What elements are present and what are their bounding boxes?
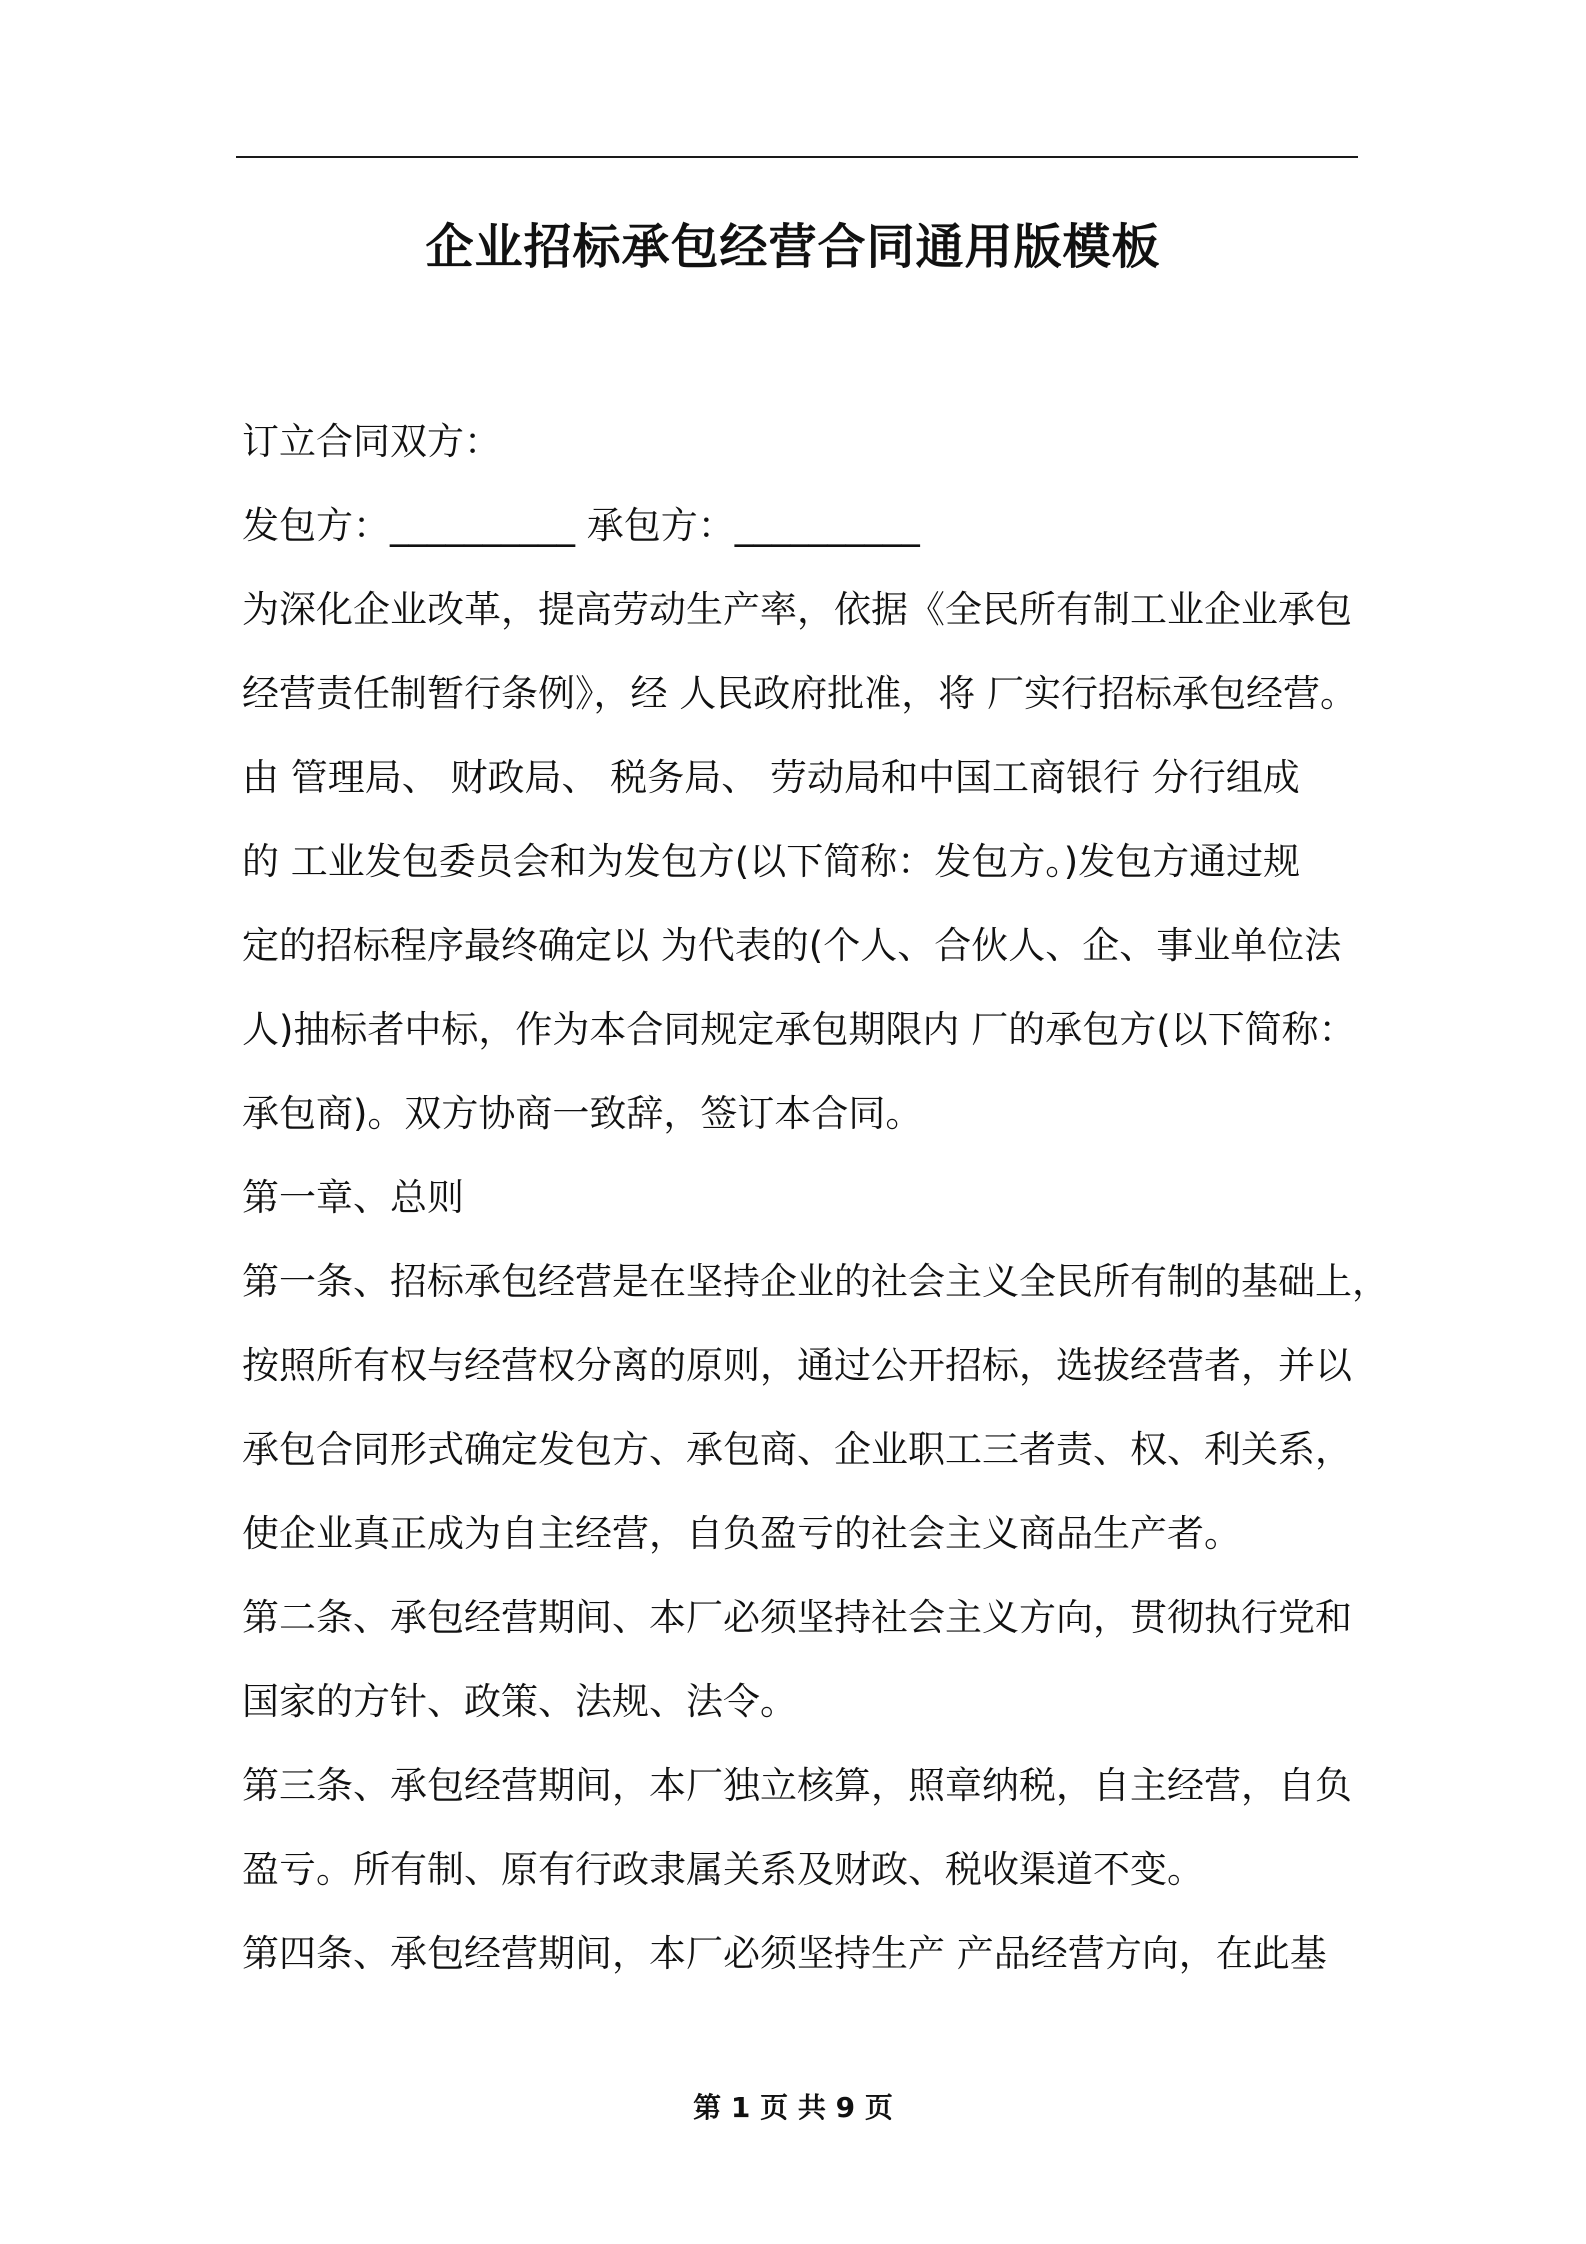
body-line: 承包合同形式确定发包方、承包商、企业职工三者责、权、利关系， <box>242 1428 1352 1471</box>
body-line: 使企业真正成为自主经营，自负盈亏的社会主义商品生产者。 <box>242 1512 1241 1555</box>
document-body <box>242 400 1389 1996</box>
body-line: 人)抽标者中标，作为本合同规定承包期限内 厂的承包方(以下简称： <box>242 1008 1356 1051</box>
chapter-heading: 第一章、总则 <box>242 1176 464 1219</box>
body-line: 第四条、承包经营期间，本厂必须坚持生产 产品经营方向，在此基 <box>242 1932 1327 1975</box>
body-line: 按照所有权与经营权分离的原则，通过公开招标，选拔经营者，并以 <box>242 1344 1352 1387</box>
body-line: 第一条、招标承包经营是在坚持企业的社会主义全民所有制的基础上， <box>242 1260 1389 1303</box>
page-number: 第 1 页 共 9 页 <box>693 2091 893 2124</box>
header-rule <box>236 156 1358 158</box>
body-line: 经营责任制暂行条例》，经 人民政府批准，将 厂实行招标承包经营。 <box>242 672 1358 715</box>
body-line: 的 工业发包委员会和为发包方(以下简称：发包方。)发包方通过规 <box>242 840 1301 883</box>
body-line: 第二条、承包经营期间、本厂必须坚持社会主义方向，贯彻执行党和 <box>242 1596 1352 1639</box>
body-line: 盈亏。所有制、原有行政隶属关系及财政、税收渠道不变。 <box>242 1848 1204 1891</box>
body-line: 发包方：__________ 承包方：__________ <box>242 504 920 547</box>
body-line: 第三条、承包经营期间，本厂独立核算，照章纳税，自主经营，自负 <box>242 1764 1352 1807</box>
body-line: 国家的方针、政策、法规、法令。 <box>242 1680 797 1723</box>
body-line: 为深化企业改革，提高劳动生产率，依据《全民所有制工业企业承包 <box>242 588 1352 631</box>
document-title: 企业招标承包经营合同通用版模板 <box>425 219 1161 275</box>
body-line: 承包商)。双方协商一致辞，签订本合同。 <box>242 1092 923 1135</box>
body-line: 定的招标程序最终确定以 为代表的(个人、合伙人、企、事业单位法 <box>242 924 1342 967</box>
body-line: 由 管理局、 财政局、 税务局、 劳动局和中国工商银行 分行组成 <box>242 756 1300 799</box>
body-line: 订立合同双方： <box>242 420 501 463</box>
